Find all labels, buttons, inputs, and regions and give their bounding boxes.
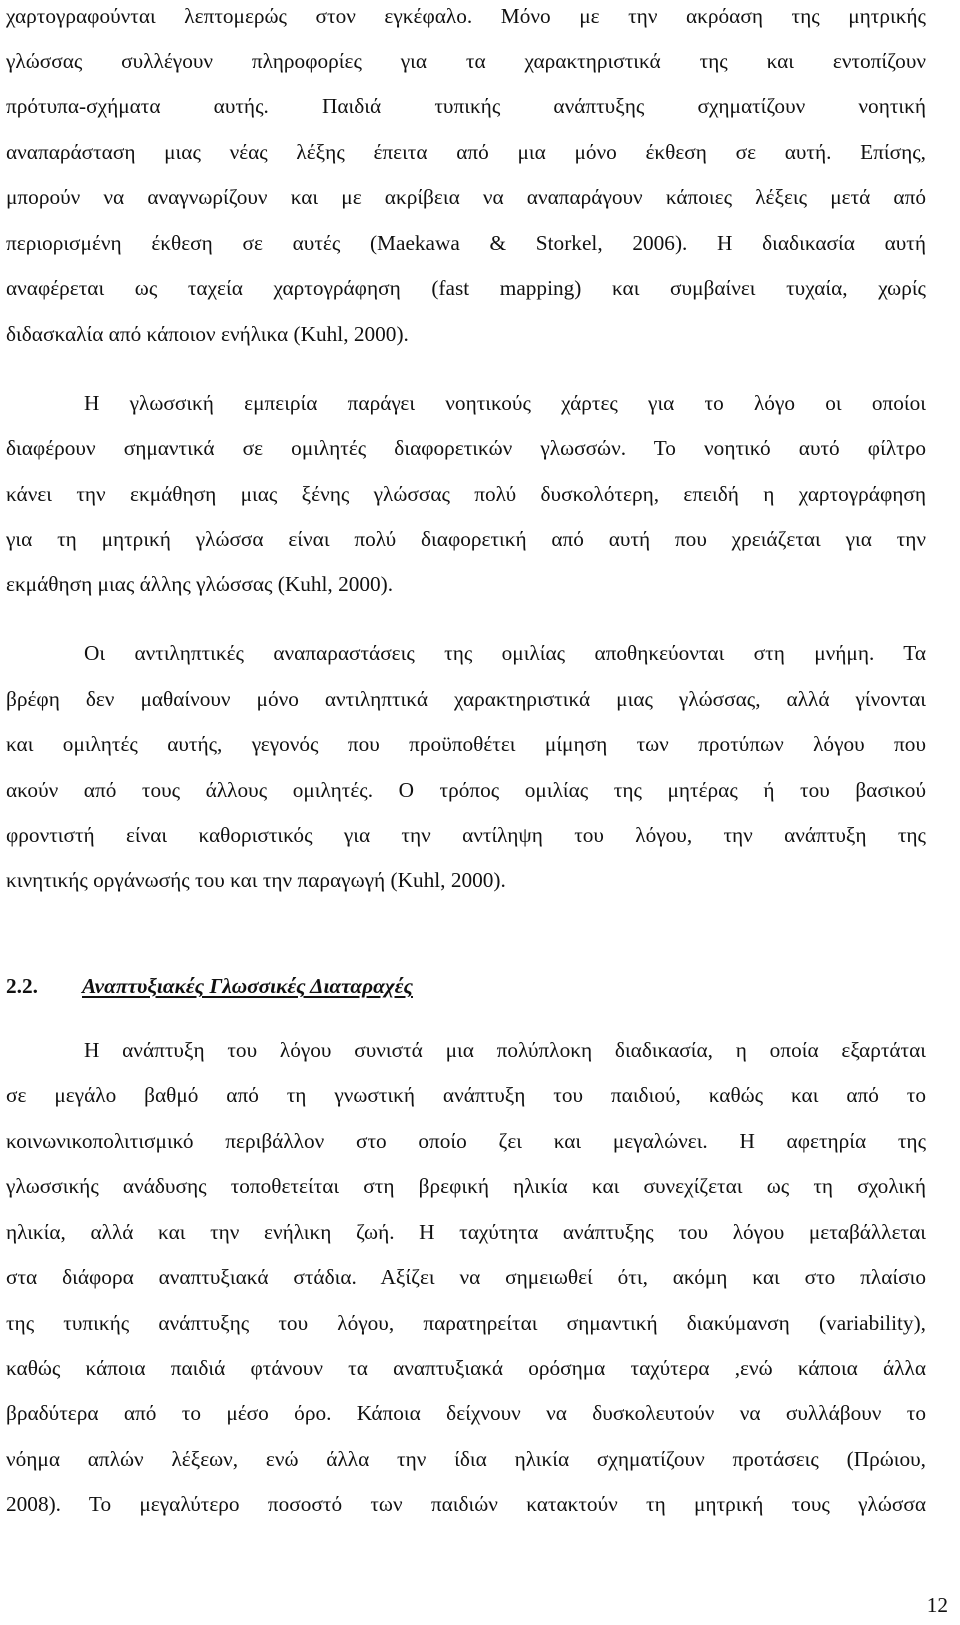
text-line: βρέφη δεν μαθαίνουν μόνο αντιληπτικά χαρακτηριστικά μιας γλώσσας, αλλά γίνονται (6, 687, 926, 711)
section-heading (6, 973, 413, 999)
text-line: κινητικής οργάνωσής του και την παραγωγή (Kuhl, 2000). (6, 868, 506, 892)
text-line: σε μεγάλο βαθμό από τη γνωστική ανάπτυξη του παιδιού, καθώς και από το (6, 1083, 926, 1107)
text-line: αναπαράσταση μιας νέας λέξης έπειτα από μια μόνο έκθεση σε αυτή. Επίσης, (6, 140, 926, 164)
text-line: μπορούν να αναγνωρίζουν και με ακρίβεια να αναπαράγουν κάποιες λέξεις μετά από (6, 185, 926, 209)
text-line: περιορισμένη έκθεση σε αυτές (Maekawa & Storkel, 2006). Η διαδικασία αυτή (6, 231, 926, 255)
text-line: κάνει την εκμάθηση μιας ξένης γλώσσας πολύ δυσκολότερη, επειδή η χαρτογράφηση (6, 482, 926, 506)
section-title: Αναπτυξιακές Γλωσσικές Διαταραχές (82, 974, 413, 998)
section-number: 2.2. (6, 974, 38, 998)
text-line: νόημα απλών λέξεων, ενώ άλλα την ίδια ηλικία σχηματίζουν προτάσεις (Πρώιου, (6, 1447, 926, 1471)
text-line: για τη μητρική γλώσσα είναι πολύ διαφορετική από αυτή που χρειάζεται για την (6, 527, 926, 551)
text-line: της τυπικής ανάπτυξης του λόγου, παρατηρείται σημαντική διακύμανση (variability), (6, 1311, 926, 1335)
text-line: Η γλωσσική εμπειρία παράγει νοητικούς χάρτες για το λόγο οι οποίοι (84, 391, 926, 415)
text-line: βραδύτερα από το μέσο όρο. Κάποια δείχνουν να δυσκολευτούν να συλλάβουν το (6, 1401, 926, 1425)
text-line: στα διάφορα αναπτυξιακά στάδια. Αξίζει να σημειωθεί ότι, ακόμη και στο πλαίσιο (6, 1265, 926, 1289)
text-line: Οι αντιληπτικές αναπαραστάσεις της ομιλίας αποθηκεύονται στη μνήμη. Τα (84, 641, 926, 665)
text-line: γλωσσικής ανάδυσης τοποθετείται στη βρεφική ηλικία και συνεχίζεται ως τη σχολική (6, 1174, 926, 1198)
text-line: ηλικία, αλλά και την ενήλικη ζωή. Η ταχύτητα ανάπτυξης του λόγου μεταβάλλεται (6, 1220, 926, 1244)
page-number: 12 (926, 1593, 948, 1617)
text-line: ακούν από τους άλλους ομιλητές. Ο τρόπος ομιλίας της μητέρας ή του βασικού (6, 778, 926, 802)
text-line: εκμάθηση μιας άλλης γλώσσας (Kuhl, 2000). (6, 572, 394, 596)
text-line: κοινωνικοπολιτισμικό περιβάλλον στο οποίο ζει και μεγαλώνει. Η αφετηρία της (6, 1129, 926, 1153)
text-line: και ομιλητές αυτής, γεγονός που προϋποθέτει μίμηση των προτύπων λόγου που (6, 732, 926, 756)
text-line: καθώς κάποια παιδιά φτάνουν τα αναπτυξιακά ορόσημα ταχύτερα ,ενώ κάποια άλλα (6, 1356, 926, 1380)
text-line: γλώσσας συλλέγουν πληροφορίες για τα χαρακτηριστικά της και εντοπίζουν (6, 49, 926, 73)
text-line: Η ανάπτυξη του λόγου συνιστά μια πολύπλοκη διαδικασία, η οποία εξαρτάται (84, 1038, 926, 1062)
text-line: 2008). Το μεγαλύτερο ποσοστό των παιδιών κατακτούν τη μητρική τους γλώσσα (6, 1492, 926, 1516)
text-line: αναφέρεται ως ταχεία χαρτογράφηση (fast mapping) και συμβαίνει τυχαία, χωρίς (6, 276, 926, 300)
text-line: φροντιστή είναι καθοριστικός για την αντίληψη του λόγου, την ανάπτυξη της (6, 823, 926, 847)
text-line: διδασκαλία από κάποιον ενήλικα (Kuhl, 2000). (6, 322, 409, 346)
text-line: χαρτογραφούνται λεπτομερώς στον εγκέφαλο. Μόνο με την ακρόαση της μητρικής (6, 4, 926, 28)
text-line: πρότυπα-σχήματα αυτής. Παιδιά τυπικής ανάπτυξης σχηματίζουν νοητική (6, 94, 926, 118)
text-line: διαφέρουν σημαντικά σε ομιλητές διαφορετικών γλωσσών. Το νοητικό αυτό φίλτρο (6, 436, 926, 460)
